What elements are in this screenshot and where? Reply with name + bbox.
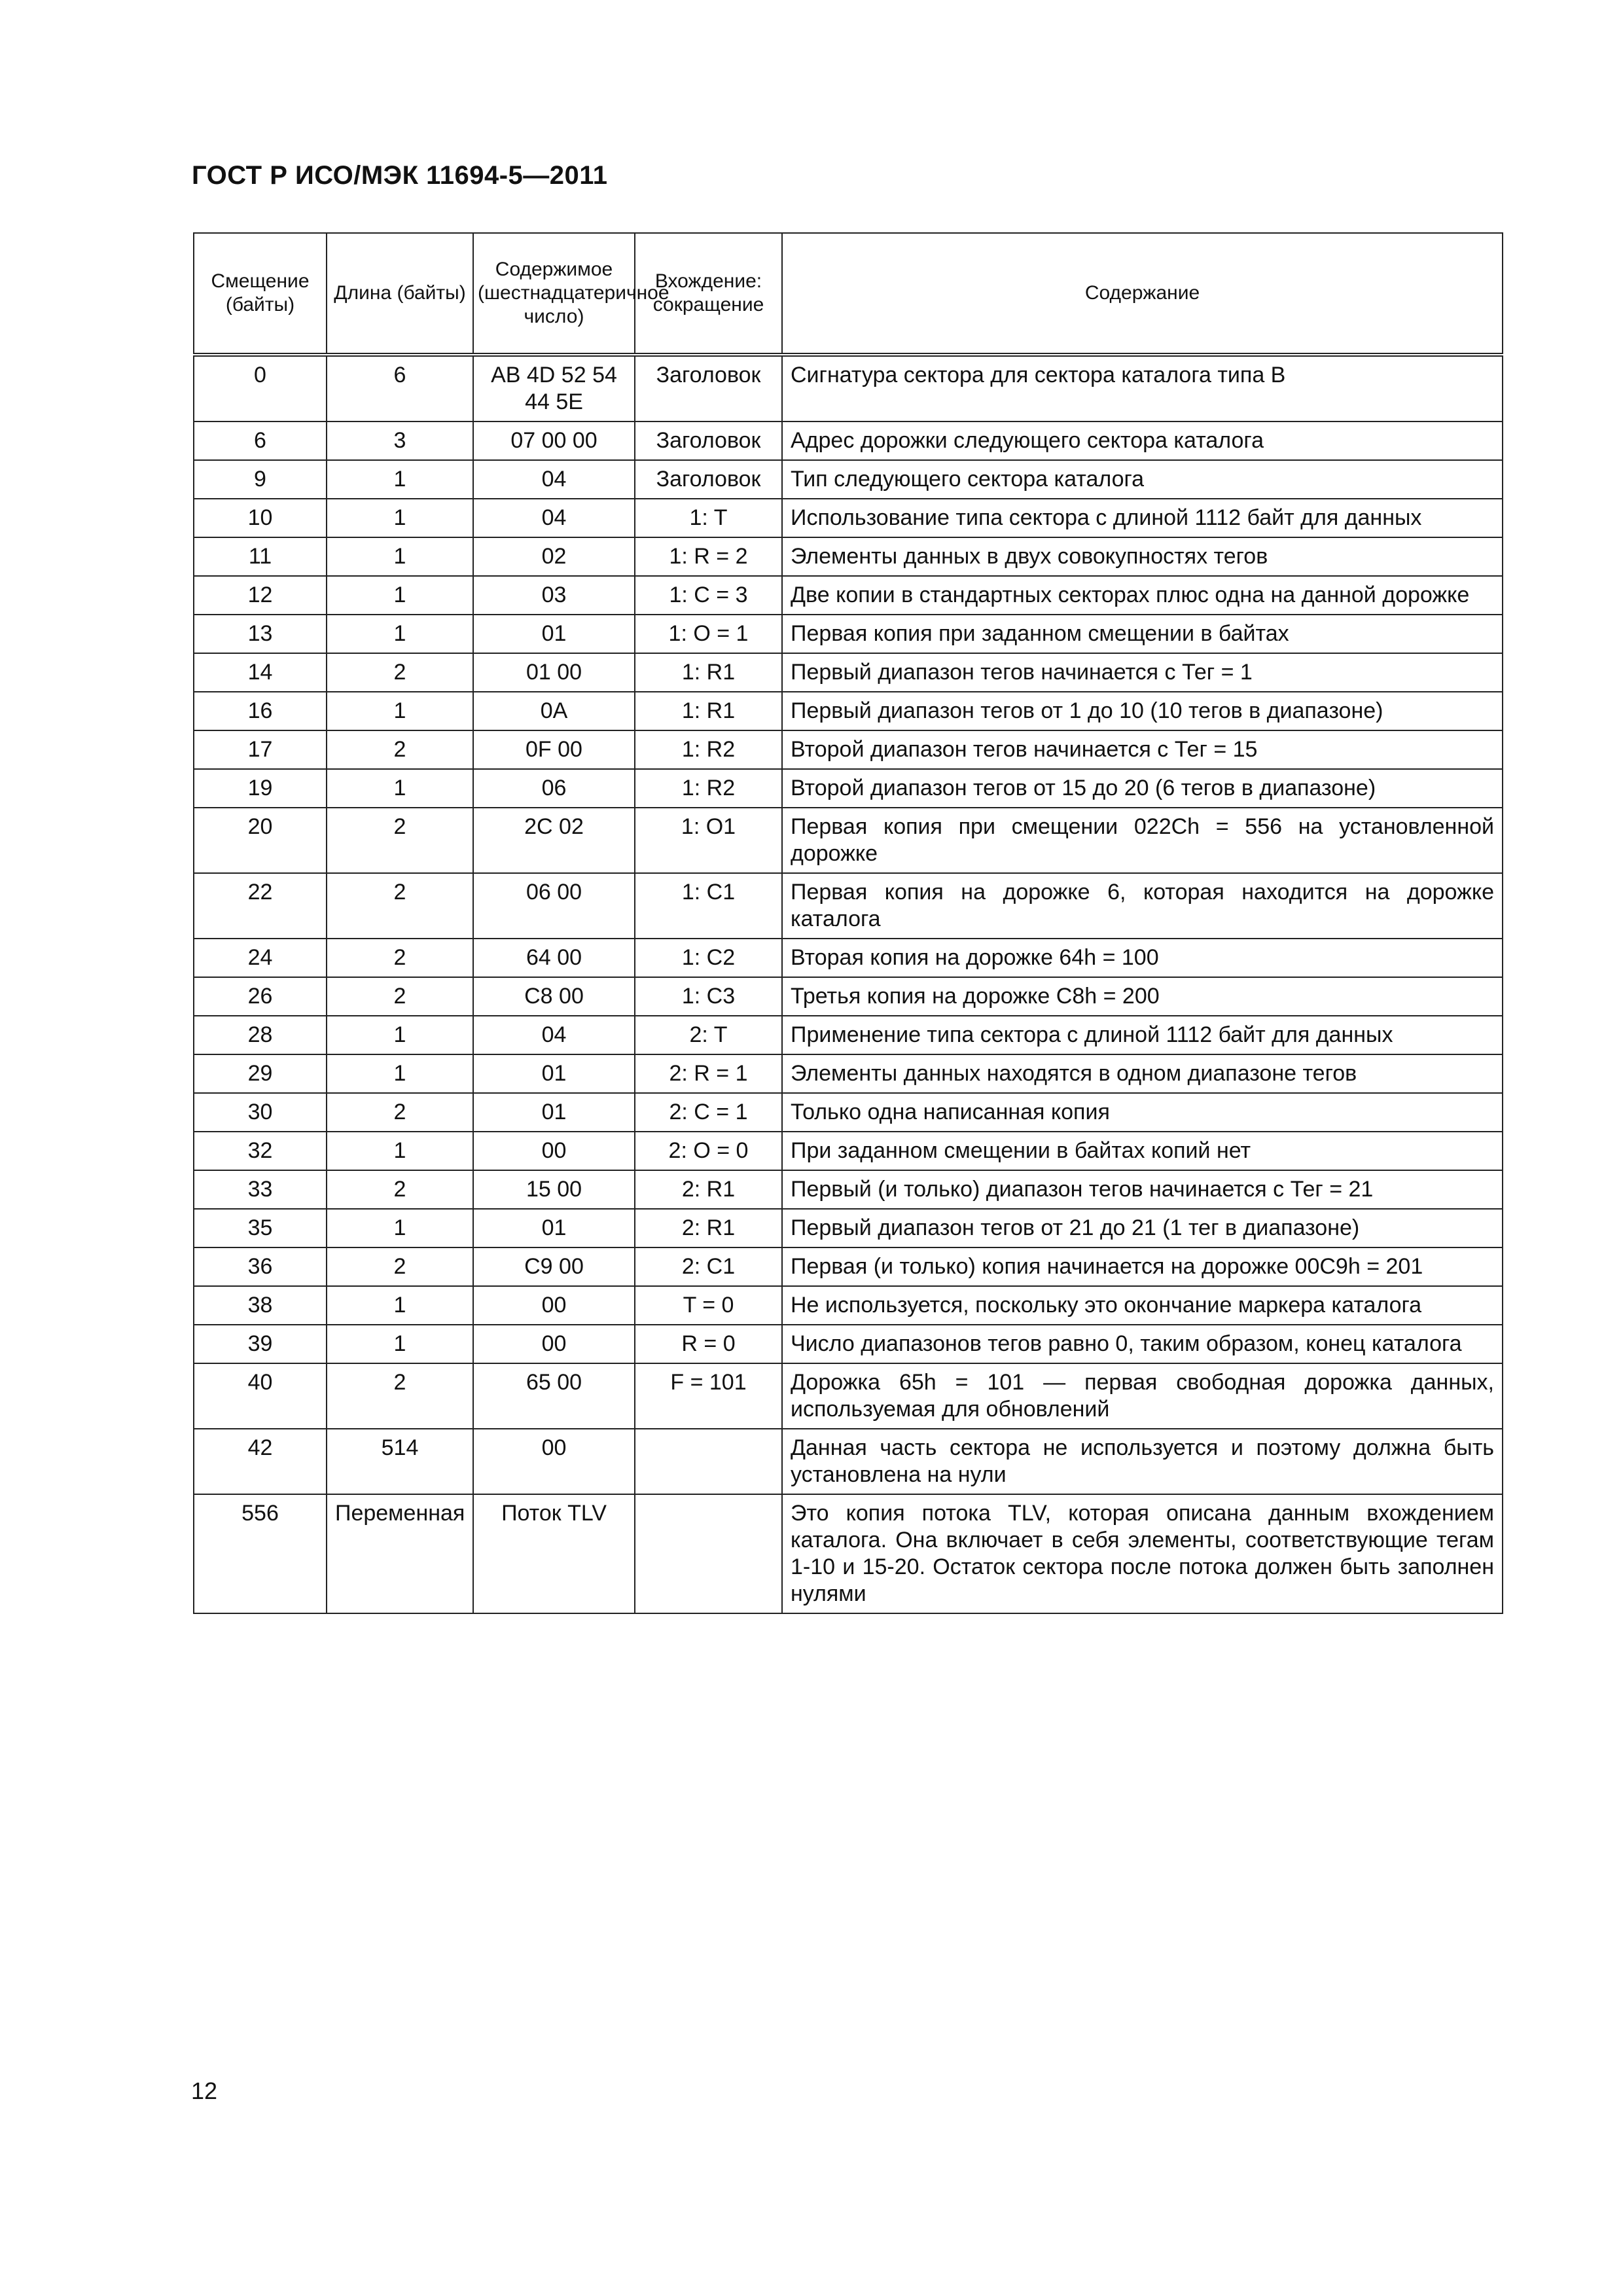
cell-description: При заданном смещении в байтах копий нет xyxy=(782,1132,1503,1170)
cell-description: Данная часть сектора не используется и поэтому должна быть установлена на нули xyxy=(782,1429,1503,1494)
cell-content: 03 xyxy=(473,576,635,615)
cell-entry: F = 101 xyxy=(635,1363,782,1429)
cell-offset: 9 xyxy=(194,460,327,499)
cell-entry: 1: O = 1 xyxy=(635,615,782,653)
table-row xyxy=(194,499,1503,537)
cell-description: Третья копия на дорожке C8h = 200 xyxy=(782,977,1503,1016)
cell-entry: R = 0 xyxy=(635,1325,782,1363)
directory-sector-table xyxy=(193,232,1503,1614)
cell-length: 1 xyxy=(327,692,473,730)
cell-offset: 38 xyxy=(194,1286,327,1325)
cell-offset: 32 xyxy=(194,1132,327,1170)
cell-content: C8 00 xyxy=(473,977,635,1016)
table-row xyxy=(194,1209,1503,1247)
cell-offset: 19 xyxy=(194,769,327,808)
cell-offset: 26 xyxy=(194,977,327,1016)
cell-content: 01 xyxy=(473,1054,635,1093)
cell-content: 01 xyxy=(473,615,635,653)
cell-entry: 1: C3 xyxy=(635,977,782,1016)
cell-entry: Заголовок xyxy=(635,422,782,460)
cell-entry: 2: T xyxy=(635,1016,782,1054)
cell-length: 1 xyxy=(327,1132,473,1170)
cell-description: Вторая копия на дорожке 64h = 100 xyxy=(782,939,1503,977)
cell-content: 04 xyxy=(473,499,635,537)
column-header-entry: Вхождение: сокращение xyxy=(635,233,782,355)
cell-entry: 1: C1 xyxy=(635,873,782,939)
cell-offset: 42 xyxy=(194,1429,327,1494)
cell-description: Сигнатура сектора для сектора каталога типа B xyxy=(782,355,1503,422)
cell-entry: 1: R1 xyxy=(635,653,782,692)
cell-length: 1 xyxy=(327,460,473,499)
cell-offset: 6 xyxy=(194,422,327,460)
cell-entry: 1: C = 3 xyxy=(635,576,782,615)
table-row xyxy=(194,615,1503,653)
cell-length: 6 xyxy=(327,355,473,422)
table-row xyxy=(194,1016,1503,1054)
cell-entry: 1: R1 xyxy=(635,692,782,730)
cell-content: 2C 02 xyxy=(473,808,635,873)
cell-offset: 14 xyxy=(194,653,327,692)
table-row xyxy=(194,1132,1503,1170)
cell-description: Первый (и только) диапазон тегов начинается с Тег = 21 xyxy=(782,1170,1503,1209)
table-row xyxy=(194,355,1503,422)
table-body xyxy=(194,355,1503,1613)
table-row xyxy=(194,1325,1503,1363)
document-header: ГОСТ Р ИСО/МЭК 11694-5—2011 xyxy=(192,161,608,190)
table-row xyxy=(194,1054,1503,1093)
cell-length: 1 xyxy=(327,576,473,615)
cell-entry xyxy=(635,1494,782,1613)
cell-offset: 16 xyxy=(194,692,327,730)
cell-content: 06 00 xyxy=(473,873,635,939)
cell-length: 2 xyxy=(327,977,473,1016)
table-row xyxy=(194,769,1503,808)
cell-entry: 2: C = 1 xyxy=(635,1093,782,1132)
cell-offset: 0 xyxy=(194,355,327,422)
cell-content: 01 00 xyxy=(473,653,635,692)
cell-description: Второй диапазон тегов начинается с Тег = 15 xyxy=(782,730,1503,769)
cell-length: 2 xyxy=(327,873,473,939)
cell-description: Это копия потока TLV, которая описана данным вхождением каталога. Она включает в себя элементы, соответствующие тегам 1-10 и 15-20. Остаток сектора после потока должен быть заполнен нулями xyxy=(782,1494,1503,1613)
cell-description: Тип следующего сектора каталога xyxy=(782,460,1503,499)
cell-length: 514 xyxy=(327,1429,473,1494)
cell-entry: 1: R2 xyxy=(635,769,782,808)
cell-description: Первый диапазон тегов от 1 до 10 (10 тегов в диапазоне) xyxy=(782,692,1503,730)
cell-entry: 2: R1 xyxy=(635,1209,782,1247)
cell-description: Первая (и только) копия начинается на дорожке 00C9h = 201 xyxy=(782,1247,1503,1286)
cell-length: 1 xyxy=(327,537,473,576)
cell-content: 01 xyxy=(473,1209,635,1247)
cell-content: 07 00 00 xyxy=(473,422,635,460)
table-row xyxy=(194,977,1503,1016)
column-header-offset: Смещение (байты) xyxy=(194,233,327,355)
cell-offset: 22 xyxy=(194,873,327,939)
table-row xyxy=(194,537,1503,576)
cell-content: 0A xyxy=(473,692,635,730)
cell-offset: 35 xyxy=(194,1209,327,1247)
cell-length: 1 xyxy=(327,1286,473,1325)
cell-description: Второй диапазон тегов от 15 до 20 (6 тегов в диапазоне) xyxy=(782,769,1503,808)
table-row xyxy=(194,653,1503,692)
cell-content: Поток TLV xyxy=(473,1494,635,1613)
cell-content: AB 4D 52 54 44 5E xyxy=(473,355,635,422)
table-row xyxy=(194,422,1503,460)
cell-offset: 33 xyxy=(194,1170,327,1209)
cell-length: 1 xyxy=(327,1209,473,1247)
cell-description: Элементы данных в двух совокупностях тегов xyxy=(782,537,1503,576)
cell-offset: 29 xyxy=(194,1054,327,1093)
cell-content: 00 xyxy=(473,1286,635,1325)
cell-description: Первая копия при заданном смещении в байтах xyxy=(782,615,1503,653)
cell-length: 2 xyxy=(327,1363,473,1429)
cell-content: 00 xyxy=(473,1429,635,1494)
cell-description: Адрес дорожки следующего сектора каталога xyxy=(782,422,1503,460)
cell-offset: 11 xyxy=(194,537,327,576)
table-row xyxy=(194,460,1503,499)
cell-length: 1 xyxy=(327,1325,473,1363)
cell-offset: 12 xyxy=(194,576,327,615)
cell-length: 2 xyxy=(327,730,473,769)
cell-entry: T = 0 xyxy=(635,1286,782,1325)
table-row xyxy=(194,1494,1503,1613)
cell-entry: 1: C2 xyxy=(635,939,782,977)
cell-entry: 1: R = 2 xyxy=(635,537,782,576)
cell-description: Применение типа сектора с длиной 1112 байт для данных xyxy=(782,1016,1503,1054)
cell-entry xyxy=(635,1429,782,1494)
cell-offset: 13 xyxy=(194,615,327,653)
cell-description: Элементы данных находятся в одном диапазоне тегов xyxy=(782,1054,1503,1093)
cell-offset: 17 xyxy=(194,730,327,769)
table-row xyxy=(194,939,1503,977)
cell-entry: Заголовок xyxy=(635,355,782,422)
cell-offset: 40 xyxy=(194,1363,327,1429)
cell-length: 1 xyxy=(327,499,473,537)
cell-length: Переменная xyxy=(327,1494,473,1613)
cell-entry: 2: R = 1 xyxy=(635,1054,782,1093)
table-row xyxy=(194,730,1503,769)
page-number: 12 xyxy=(191,2077,218,2104)
cell-description: Только одна написанная копия xyxy=(782,1093,1503,1132)
cell-length: 2 xyxy=(327,939,473,977)
cell-content: 65 00 xyxy=(473,1363,635,1429)
cell-content: 00 xyxy=(473,1132,635,1170)
cell-offset: 10 xyxy=(194,499,327,537)
cell-description: Две копии в стандартных секторах плюс одна на данной дорожке xyxy=(782,576,1503,615)
column-header-length: Длина (байты) xyxy=(327,233,473,355)
cell-content: 01 xyxy=(473,1093,635,1132)
cell-description: Первый диапазон тегов начинается с Тег = 1 xyxy=(782,653,1503,692)
cell-offset: 556 xyxy=(194,1494,327,1613)
cell-offset: 28 xyxy=(194,1016,327,1054)
cell-length: 2 xyxy=(327,1093,473,1132)
cell-content: 0F 00 xyxy=(473,730,635,769)
cell-description: Не используется, поскольку это окончание маркера каталога xyxy=(782,1286,1503,1325)
cell-description: Дорожка 65h = 101 — первая свободная дорожка данных, используемая для обновлений xyxy=(782,1363,1503,1429)
cell-content: 02 xyxy=(473,537,635,576)
table-row xyxy=(194,808,1503,873)
cell-content: 04 xyxy=(473,460,635,499)
cell-offset: 20 xyxy=(194,808,327,873)
table-row xyxy=(194,1170,1503,1209)
cell-offset: 39 xyxy=(194,1325,327,1363)
cell-length: 1 xyxy=(327,1016,473,1054)
cell-length: 3 xyxy=(327,422,473,460)
table-row xyxy=(194,1247,1503,1286)
cell-description: Первая копия на дорожке 6, которая находится на дорожке каталога xyxy=(782,873,1503,939)
cell-content: 15 00 xyxy=(473,1170,635,1209)
cell-offset: 36 xyxy=(194,1247,327,1286)
cell-content: 00 xyxy=(473,1325,635,1363)
cell-length: 2 xyxy=(327,808,473,873)
cell-entry: Заголовок xyxy=(635,460,782,499)
table-row xyxy=(194,576,1503,615)
cell-content: 04 xyxy=(473,1016,635,1054)
cell-entry: 1: O1 xyxy=(635,808,782,873)
cell-length: 1 xyxy=(327,769,473,808)
cell-content: 06 xyxy=(473,769,635,808)
cell-description: Первый диапазон тегов от 21 до 21 (1 тег в диапазоне) xyxy=(782,1209,1503,1247)
cell-length: 2 xyxy=(327,1247,473,1286)
table-row xyxy=(194,1429,1503,1494)
table-row xyxy=(194,692,1503,730)
table-row xyxy=(194,1286,1503,1325)
cell-entry: 2: C1 xyxy=(635,1247,782,1286)
cell-content: C9 00 xyxy=(473,1247,635,1286)
cell-length: 2 xyxy=(327,1170,473,1209)
cell-description: Использование типа сектора с длиной 1112 байт для данных xyxy=(782,499,1503,537)
cell-length: 1 xyxy=(327,615,473,653)
column-header-description: Содержание xyxy=(782,233,1503,355)
table-header xyxy=(194,233,1503,355)
cell-description: Первая копия при смещении 022Ch = 556 на установленной дорожке xyxy=(782,808,1503,873)
cell-entry: 2: R1 xyxy=(635,1170,782,1209)
cell-length: 2 xyxy=(327,653,473,692)
cell-length: 1 xyxy=(327,1054,473,1093)
cell-offset: 30 xyxy=(194,1093,327,1132)
table-row xyxy=(194,1093,1503,1132)
table-row xyxy=(194,873,1503,939)
table-row xyxy=(194,1363,1503,1429)
cell-description: Число диапазонов тегов равно 0, таким образом, конец каталога xyxy=(782,1325,1503,1363)
cell-offset: 24 xyxy=(194,939,327,977)
cell-entry: 1: T xyxy=(635,499,782,537)
cell-content: 64 00 xyxy=(473,939,635,977)
column-header-content: Содержимое (шестнадцатеричное число) xyxy=(473,233,635,355)
cell-entry: 1: R2 xyxy=(635,730,782,769)
cell-entry: 2: O = 0 xyxy=(635,1132,782,1170)
